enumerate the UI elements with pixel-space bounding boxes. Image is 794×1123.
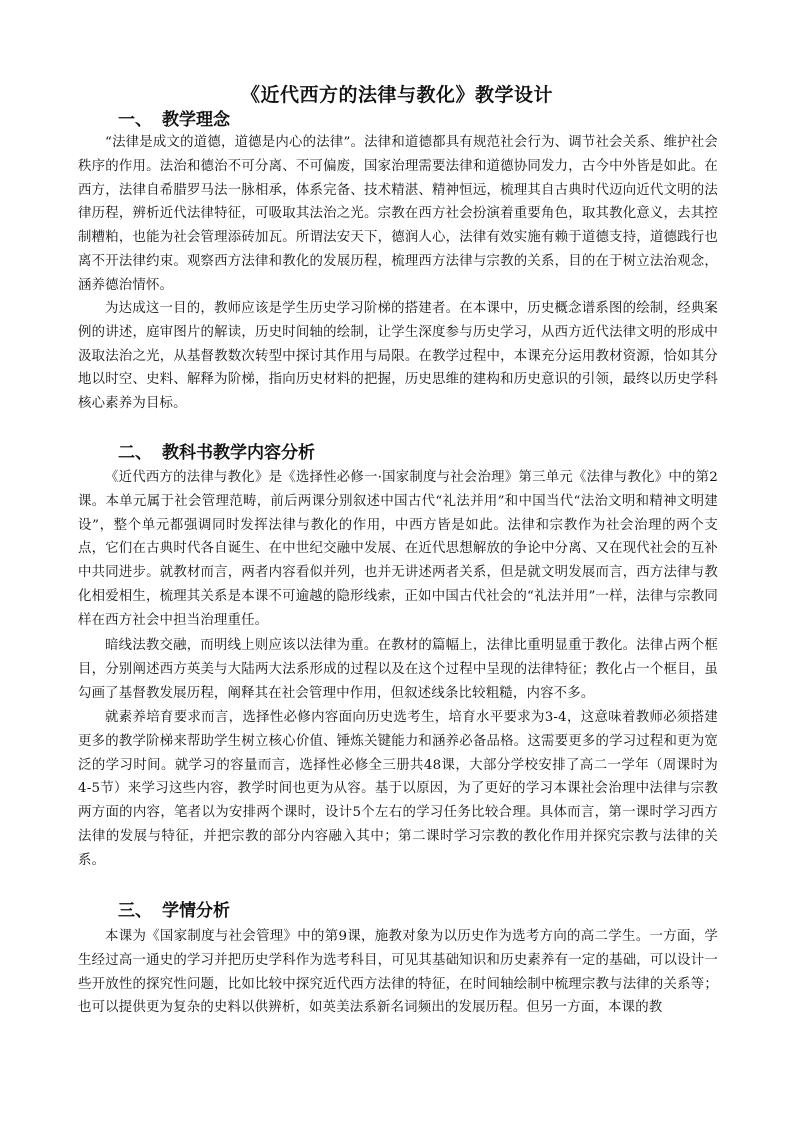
paragraph: 《近代西方的法律与教化》是《选择性必修一·国家制度与社会治理》第三单元《法律与教化》中的第2课。本单元属于社会管理范畴，前后两课分别叙述中国古代“礼法并用”和中国当代“法治文明和精神文明建设”，整个单元都强调同时发挥法律与教化的作用，中西方皆是如此。法律和宗教作为社会治理的两个支点，它们在古典时代各自诞生、在中世纪交融中发展、在近代思想解放的争论中分离、又在现代社会的互补中共同进步。就教材而言，两者内容看似并列，也并无讲述两者关系，但是就文明发展而言，西方法律与教化相爱相生，梳理其关系是本课不可逾越的隐形线索，正如中国古代社会的“礼法并用”一样，法律与宗教同样在西方社会中担当治理重任。	[78, 470, 718, 628]
section-number: 三、	[118, 901, 152, 921]
section-title: 教科书教学内容分析	[162, 443, 315, 463]
paragraph: 暗线法教交融，而明线上则应该以法律为重。在教材的篇幅上，法律比重明显重于教化。法律占两个框目，分别阐述西方英美与大陆两大法系形成的过程以及在这个过程中呈现的法律特征；教化占一个框目，虽勾画了基督教发展历程，阐释其在社会管理中作用，但叙述线条比较粗糙，内容不多。	[78, 638, 718, 701]
document-title: 《近代西方的法律与教化》教学设计	[240, 84, 553, 106]
section-number: 一、	[118, 110, 152, 130]
section-heading-student-analysis	[118, 899, 230, 923]
section-number: 二、	[118, 443, 152, 463]
paragraph: 本课为《国家制度与社会管理》中的第9课，施教对象为以历史作为选考方向的高二学生。一方面，学生经过高一通史的学习并把历史学科作为选考科目，可见其基础知识和历史素养有一定的基础，可以设计一些开放性的探究性问题，比如比较中探究近代西方法律的特征，在时间轴绘制中梳理宗教与法律的关系等；也可以提供更为复杂的史料以供辨析，如英美法系新名词频出的发展历程。但另一方面，本课的教	[78, 929, 718, 1016]
section-heading-teaching-philosophy	[118, 108, 230, 132]
section-heading-textbook-analysis	[118, 441, 315, 465]
paragraph: 就素养培育要求而言，选择性必修内容面向历史选考生，培育水平要求为3-4，这意味着教师必须搭建更多的教学阶梯来帮助学生树立核心价值、锤炼关键能力和涵养必备品格。这需要更多的学习过程和更为宽泛的学习时间。就学习的容量而言，选择性必修全三册共48课，大部分学校安排了高二一学年（周课时为4-5节）来学习这些内容，教学时间也更为从容。基于以原因，为了更好的学习本课社会治理中法律与宗教两方面的内容，笔者以为安排两个课时，设计5个左右的学习任务比较合理。具体而言，第一课时学习西方法律的发展与特征，并把宗教的部分内容融入其中；第二课时学习宗教的教化作用并探究宗教与法律的关系。	[78, 710, 718, 868]
paragraph: 为达成这一目的，教师应该是学生历史学习阶梯的搭建者。在本课中，历史概念谱系图的绘制，经典案例的讲述，庭审图片的解读，历史时间轴的绘制，让学生深度参与历史学习，从西方近代法律文明的形成中汲取法治之光，从基督教数次转型中探讨其作用与局限。在教学过程中，本课充分运用教材资源，恰如其分地以时空、史料、解释为阶梯，指向历史材料的把握，历史思维的建构和历史意识的引领，最终以历史学科核心素养为目标。	[78, 301, 718, 412]
section-title: 教学理念	[162, 110, 230, 130]
paragraph: “法律是成文的道德，道德是内心的法律”。法律和道德都具有规范社会行为、调节社会关系、维护社会秩序的作用。法治和德治不可分离、不可偏废，国家治理需要法律和道德协同发力，古今中外皆是如此。在西方，法律自希腊罗马法一脉相承，体系完备、技术精湛、精神恒远，梳理其自古典时代迈向近代文明的法律历程，辨析近代法律特征，可吸取其法治之光。宗教在西方社会扮演着重要角色，取其教化意义，去其控制糟粕，也能为社会管理添砖加瓦。所谓法安天下，德润人心，法律有效实施有赖于道德支持，道德践行也离不开法律约束。观察西方法律和教化的发展历程，梳理西方法律与宗教的关系，目的在于树立法治观念，涵养德治情怀。	[78, 135, 718, 293]
section-title: 学情分析	[162, 901, 230, 921]
